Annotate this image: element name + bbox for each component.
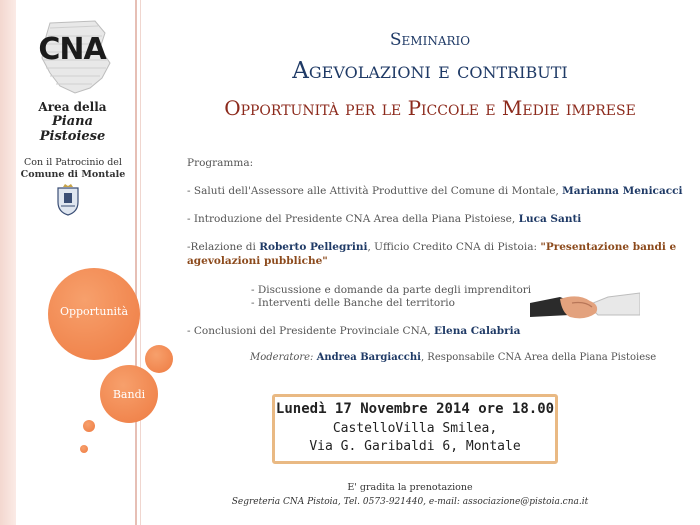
program-item-3-prefix: -Relazione di [187, 241, 260, 253]
cna-logo-text: CNA [38, 32, 106, 67]
event-venue: CastelloVilla Smilea, [332, 421, 498, 436]
event-address: Via G. Garibaldi 6, Montale [309, 439, 521, 454]
event-box [272, 394, 558, 464]
moderator-role: , Responsabile CNA Area della Piana Pistoiese [420, 352, 657, 363]
program-title: Programma: [187, 157, 254, 169]
contact-line: Segreteria CNA Pistoia, Tel. 0573-921440, e-mail: associazione@pistoia.cna.it [231, 497, 589, 507]
program-item-3-quote-b: agevolazioni pubbliche" [187, 255, 328, 267]
sidebar [0, 0, 135, 525]
divider-line-thin [140, 0, 141, 525]
area-label: Area della [38, 100, 107, 114]
program-item-5: - Interventi delle Banche del territorio [251, 297, 455, 309]
circle-small [145, 345, 173, 373]
program-item-6 [187, 325, 520, 337]
circle-dot-small [80, 445, 88, 453]
moderator-name: Andrea Bargiacchi [316, 352, 421, 363]
program-item-3-mid: , Ufficio Credito CNA di Pistoia: [367, 241, 541, 253]
header-seminario: Seminario [389, 30, 471, 50]
program-item-3-name: Roberto Pellegrini [259, 241, 368, 253]
sidebar-stripe [0, 0, 16, 525]
handshake-icon [530, 275, 640, 335]
event-date: Lunedì 17 Novembre 2014 ore 18.00 [275, 401, 555, 417]
patrocinio-label: Con il Patrocinio del [24, 157, 122, 168]
program-item-6-name: Elena Calabria [434, 325, 521, 337]
moderator-line [250, 352, 656, 363]
moderator-label: Moderatore: [250, 352, 317, 363]
cna-logo [20, 18, 125, 98]
circle-label-opportunita: Opportunità [59, 305, 129, 318]
program-item-2-text: - Introduzione del Presidente CNA Area della Piana Pistoiese, [187, 213, 519, 225]
program-item-6-text: - Conclusioni del Presidente Provinciale CNA, [187, 325, 435, 337]
program-item-2-name: Luca Santi [518, 213, 582, 225]
header-subtitle: Opportunità per le Piccole e Medie imprese [224, 96, 636, 120]
area-name: Piana Pistoiese [39, 114, 106, 144]
program-item-1-text: - Saluti dell'Assessore alle Attività Produttive del Comune di Montale, [187, 185, 563, 197]
program-item-3-quote-a: "Presentazione bandi e [540, 241, 677, 253]
divider-line [135, 0, 137, 525]
program-item-1 [187, 185, 683, 197]
header-title: Agevolazioni e contributi [292, 58, 568, 84]
circle-label-bandi: Bandi [112, 388, 146, 401]
circle-dot [83, 420, 95, 432]
program-item-4: - Discussione e domande da parte degli imprenditori [251, 284, 532, 296]
booking-note: E' gradita la prenotazione [347, 482, 473, 493]
program-item-2 [187, 213, 581, 225]
program-item-3 [187, 241, 676, 253]
program-item-1-name: Marianna Menicacci [562, 185, 683, 197]
program-item-3-cont [187, 255, 328, 267]
patrocinio-comune: Comune di Montale [20, 169, 126, 180]
comune-crest-icon [55, 184, 81, 216]
